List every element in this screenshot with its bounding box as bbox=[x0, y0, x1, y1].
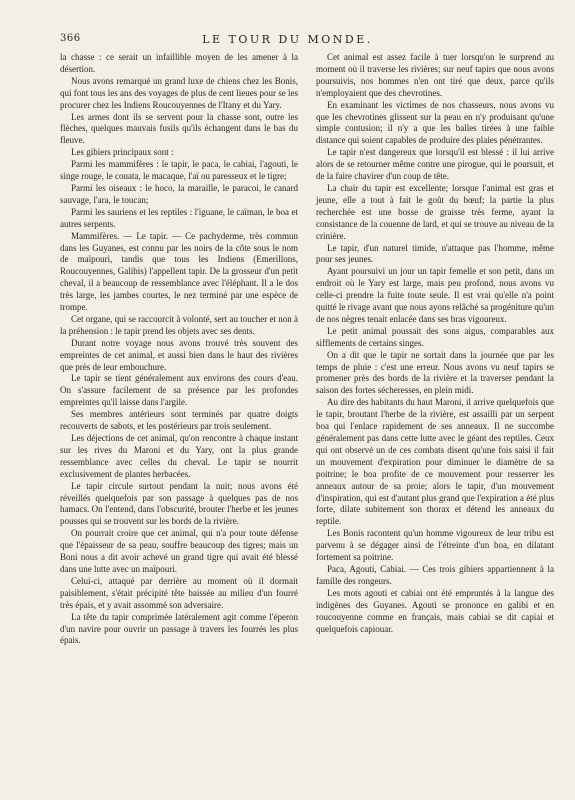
paragraph: Le tapir circule surtout pendant la nuit; nous avons été réveillés quelquefois par son passage à quelques pas de nos hamacs. On l'entend, dans l'obscurité, brouter l'herbe et les jeunes pousses qui se trouvent sur les bords de la rivière. bbox=[60, 480, 298, 527]
paragraph: La chair du tapir est excellente; lorsque l'animal est gras et jeune, elle a tout à fait le goût du bœuf; la partie la plus recherchée est une bosse de graisse très ferme, ayant la consistance de la couenne de lard, et qui se trouve au niveau de la crinière. bbox=[316, 182, 554, 241]
paragraph: En examinant les victimes de nos chasseurs, nous avons vu que les chevrotines glissent sur la peau en n'y produisant qu'une simple contusion; il n'y a que les balles tirées à une faible distance qui soient capables de produire des plaies pénétrantes. bbox=[316, 99, 554, 146]
paragraph: Ayant poursuivi un jour un tapir femelle et son petit, dans un endroit où le Yary est large, mais peu profond, nous avons vu celle-ci prendre la fuite toute seule. Il est vrai qu'elle n'a point quitté le rivage avant que nous ayons relâché sa progéniture qu'un de nos nègres tenait enlacée dans ses bras vigoureux. bbox=[316, 266, 554, 324]
page-header bbox=[0, 33, 575, 49]
paragraph: Les déjections de cet animal, qu'on rencontre à chaque instant sur les rives du Maroni et du Yary, ont la plus grande ressemblance avec celles du cheval. Le tapir se nourrit exclusivement de plantes herbacées. bbox=[60, 433, 298, 479]
paragraph: la chasse : ce serait un infaillible moyen de les amener à la désertion. bbox=[60, 52, 298, 74]
paragraph: Le petit animal poussait des sons aigus, comparables aux sifflements de certains singes. bbox=[316, 325, 554, 348]
left-column bbox=[60, 52, 298, 647]
paragraph: Les mots agouti et cabiai ont été empruntés à la langue des indigènes des Guyanes. Agouti se prononce en galibi et en roucouyenne comme en français, mais cabiai se dit capiai et quelquefois capiouar. bbox=[316, 587, 554, 634]
paragraph: Durant notre voyage nous avons trouvé très souvent des empreintes de cet animal, et aussi bien dans le haut des rivières que près de leur embouchure. bbox=[60, 337, 298, 372]
paragraph: Cet animal est assez facile à tuer lorsqu'on le surprend au moment où il traverse les rivières; sur neuf tapirs que nous avons poursuivis, nos hommes n'en ont tiré que deux, parce qu'ils n'employaient que des chevrotines. bbox=[316, 52, 554, 98]
paragraph: Celui-ci, attaqué par derrière au moment où il dormait paisiblement, s'était précipité tête baissée au milieu d'un fourré très épais, et y avait assommé son adversaire. bbox=[60, 575, 298, 610]
paragraph: Au dire des habitants du haut Maroni, il arrive quelquefois que le tapir, broutant l'herbe de la rivière, est assailli par un serpent boa qui l'enlace rapidement de ses anneaux. Il ne succombe généralement pas dans cette lutte avec le géant des reptiles. Ceux qui ont observé un de ces combats disent qu'une fois saisi il fait un mouvement d'expiration pour diminuer le diamètre de sa poitrine; le boa profite de ce mouvement pour resserrer les anneaux autour de sa proie; alors le tapir, d'un mouvement d'inspiration, qui est d'autant plus grand que l'expiration a été plus forte, dilate subitement son thorax et détend les anneaux du reptile. bbox=[316, 397, 554, 527]
right-column bbox=[316, 52, 554, 635]
paragraph: Mammifères. — Le tapir. — Ce pachyderme, très commun dans les Guyanes, est connu par les noirs de la côte sous le nom de maïpouri, tandis que tous les Indiens (Emerillons, Roucouyennes, Galibis) l'appellent tapir. De la grosseur d'un petit cheval, il a beaucoup de ressemblance avec l'éléphant. Il a le dos très large, les jambes courtes, le nez terminé par une espèce de trompe. bbox=[60, 230, 298, 313]
paragraph: On pourrait croire que cet animal, qui n'a pour toute défense que l'épaisseur de sa peau, souffre beaucoup des tigres; mais un Boni nous a dit avoir achevé un grand tigre qui avait été blessé dans une lutte avec un maïpouri. bbox=[60, 528, 298, 574]
paragraph: La tête du tapir comprimée latéralement agit comme l'éperon d'un navire pour ouvrir un passage à travers les fourrés les plus épais. bbox=[60, 611, 298, 646]
page-number: 366 bbox=[60, 33, 81, 44]
paragraph: Parmi les mammifères : le tapir, le paca, le cabiai, l'agouti, le singe rouge, le couata, le macaque, l'aï ou paresseux et le tigre; bbox=[60, 159, 298, 182]
running-title: LE TOUR DU MONDE. bbox=[202, 33, 373, 46]
paragraph: Le tapir se tient généralement aux environs des cours d'eau. On s'assure facilement de sa présence par les profondes empreintes qu'il laisse dans l'argile. bbox=[60, 373, 298, 408]
paragraph: Les armes dont ils se servent pour la chasse sont, outre les flèches, quelques mauvais fusils qu'ils échangent dans le bas du fleuve. bbox=[60, 111, 298, 146]
paragraph: Le tapir n'est dangereux que lorsqu'il est blessé : il lui arrive alors de se retourner même contre une pirogue, qui le poursuit, et de la faire chavirer d'un coup de tête. bbox=[316, 147, 554, 182]
paragraph: Parmi les oiseaux : le hoco, la maraille, le paracoi, le canard sauvage, l'ara, le toucan; bbox=[60, 182, 298, 205]
paragraph: Paca, Agouti, Cabiai. — Ces trois gibiers appartiennent à la famille des rongeurs. bbox=[316, 563, 554, 586]
paragraph: Parmi les sauriens et les reptiles : l'iguane, le caïman, le boa et autres serpents. bbox=[60, 206, 298, 229]
paragraph: Cet organe, qui se raccourcit à volonté, sert au toucher et non à la préhension : le tapir prend les objets avec ses dents. bbox=[60, 313, 298, 336]
paragraph: Le tapir, d'un naturel timide, n'attaque pas l'homme, même pour ses jeunes. bbox=[316, 242, 554, 265]
paragraph: Les gibiers principaux sont : bbox=[71, 147, 174, 158]
paragraph: Nous avons remarqué un grand luxe de chiens chez les Bonis, qui font tous les ans des voyages de plus de cent lieues pour se les procurer chez les Indiens Roucouyennes de l'Itany et du Yary. bbox=[60, 75, 298, 110]
paragraph: Les Bonis racontent qu'un homme vigoureux de leur tribu est parvenu à se dégager ainsi de l'étreinte d'un boa, en dilatant fortement sa poitrine. bbox=[316, 528, 554, 563]
paragraph: On a dit que le tapir ne sortait dans la journée que par les temps de pluie : c'est une erreur. Nous avons vu neuf tapirs se promener près des bords de la rivière et la traverser pendant la saison des fortes sécheresses, en plein midi. bbox=[316, 349, 554, 396]
paragraph: Ses membres antérieurs sont terminés par quatre doigts recouverts de sabots, et les postérieurs par trois seulement. bbox=[60, 409, 298, 432]
